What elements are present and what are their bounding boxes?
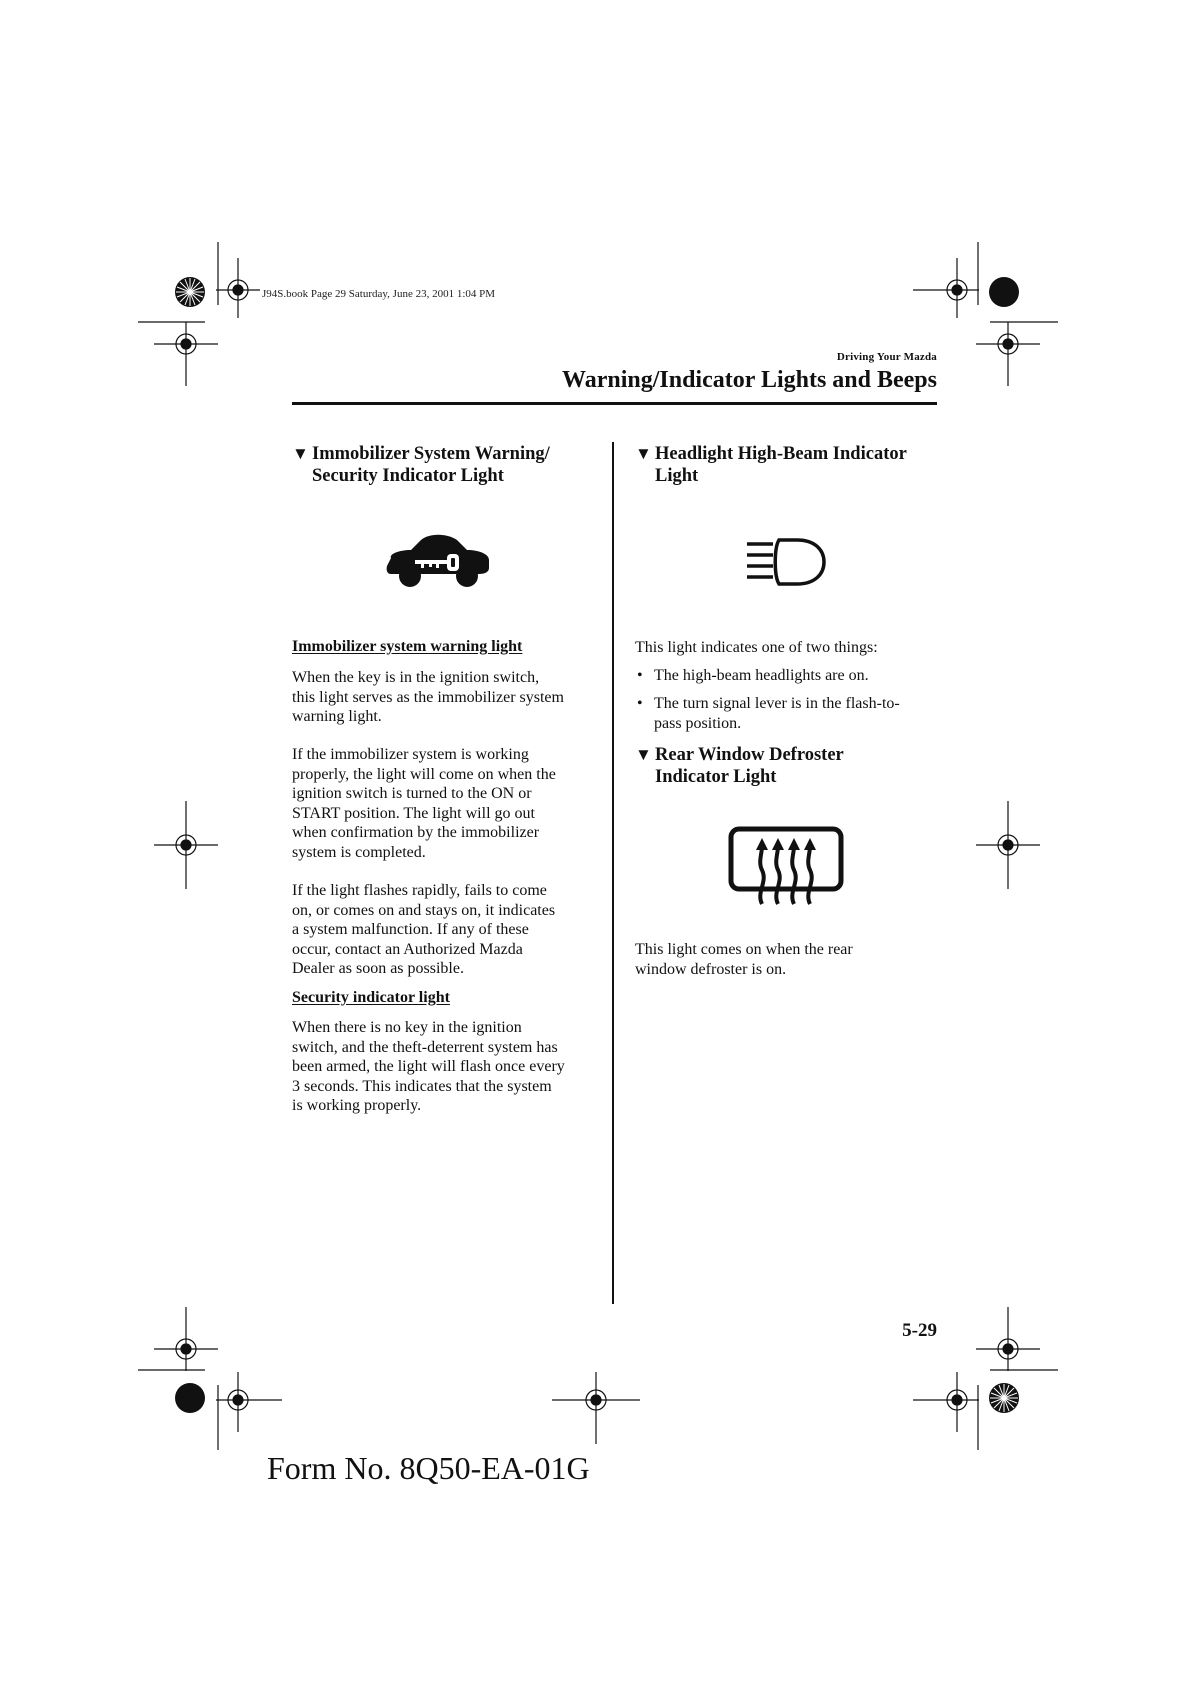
car-key-icon — [385, 532, 491, 590]
registration-targets — [154, 258, 1040, 1444]
triangle-marker-icon: ▼ — [635, 745, 652, 764]
column-divider — [612, 442, 614, 1304]
form-number: Form No. 8Q50-EA-01G — [267, 1450, 590, 1486]
defroster-para: This light comes on when the rear window defroster is on. — [635, 941, 853, 978]
immobilizer-para-2: If the immobilizer system is working properly, the light will come on when the ignition switch is turned to the ON or START position. The light will go out when confirmation by the immobilizer system is completed. — [292, 746, 556, 861]
defroster-heading: ▼ Rear Window Defroster Indicator Light — [635, 745, 844, 787]
security-subheading: Security indicator light — [292, 989, 450, 1006]
high-beam-heading: ▼ Headlight High-Beam Indicator Light — [635, 444, 907, 486]
high-beam-icon — [745, 536, 827, 588]
immobilizer-para-3: If the light flashes rapidly, fails to come on, or comes on and stays on, it indicates a system malfunction. If any of these occur, contact an Authorized Mazda Dealer as soon as possible. — [292, 882, 556, 977]
print-slug: J94S.book Page 29 Saturday, June 23, 2001 1:04 PM — [262, 288, 496, 300]
immobilizer-para-1: When the key is in the ignition switch, this light serves as the immobilizer system warning light. — [292, 669, 564, 725]
triangle-marker-icon: ▼ — [292, 444, 309, 463]
running-head: Driving Your Mazda — [836, 351, 937, 363]
rear-defroster-icon — [728, 826, 844, 908]
immobilizer-subheading: Immobilizer system warning light — [292, 638, 523, 655]
triangle-marker-icon: ▼ — [635, 444, 652, 463]
bullet-list — [635, 666, 935, 732]
title-rule — [292, 402, 937, 405]
page-title: Warning/Indicator Lights and Beeps — [562, 367, 937, 393]
list-item: • The turn signal lever is in the flash-to- pass position. — [637, 695, 900, 732]
security-para: When there is no key in the ignition switch, and the theft-deterrent system has been armed, the light will flash once every 3 seconds. This indicates that the system is working properly. — [292, 1019, 565, 1114]
immobilizer-heading: ▼ Immobilizer System Warning/ Security Indicator Light — [292, 444, 550, 486]
page-number: 5-29 — [902, 1320, 937, 1341]
high-beam-intro: This light indicates one of two things: — [635, 639, 878, 656]
list-item: • The high-beam headlights are on. — [637, 667, 869, 684]
